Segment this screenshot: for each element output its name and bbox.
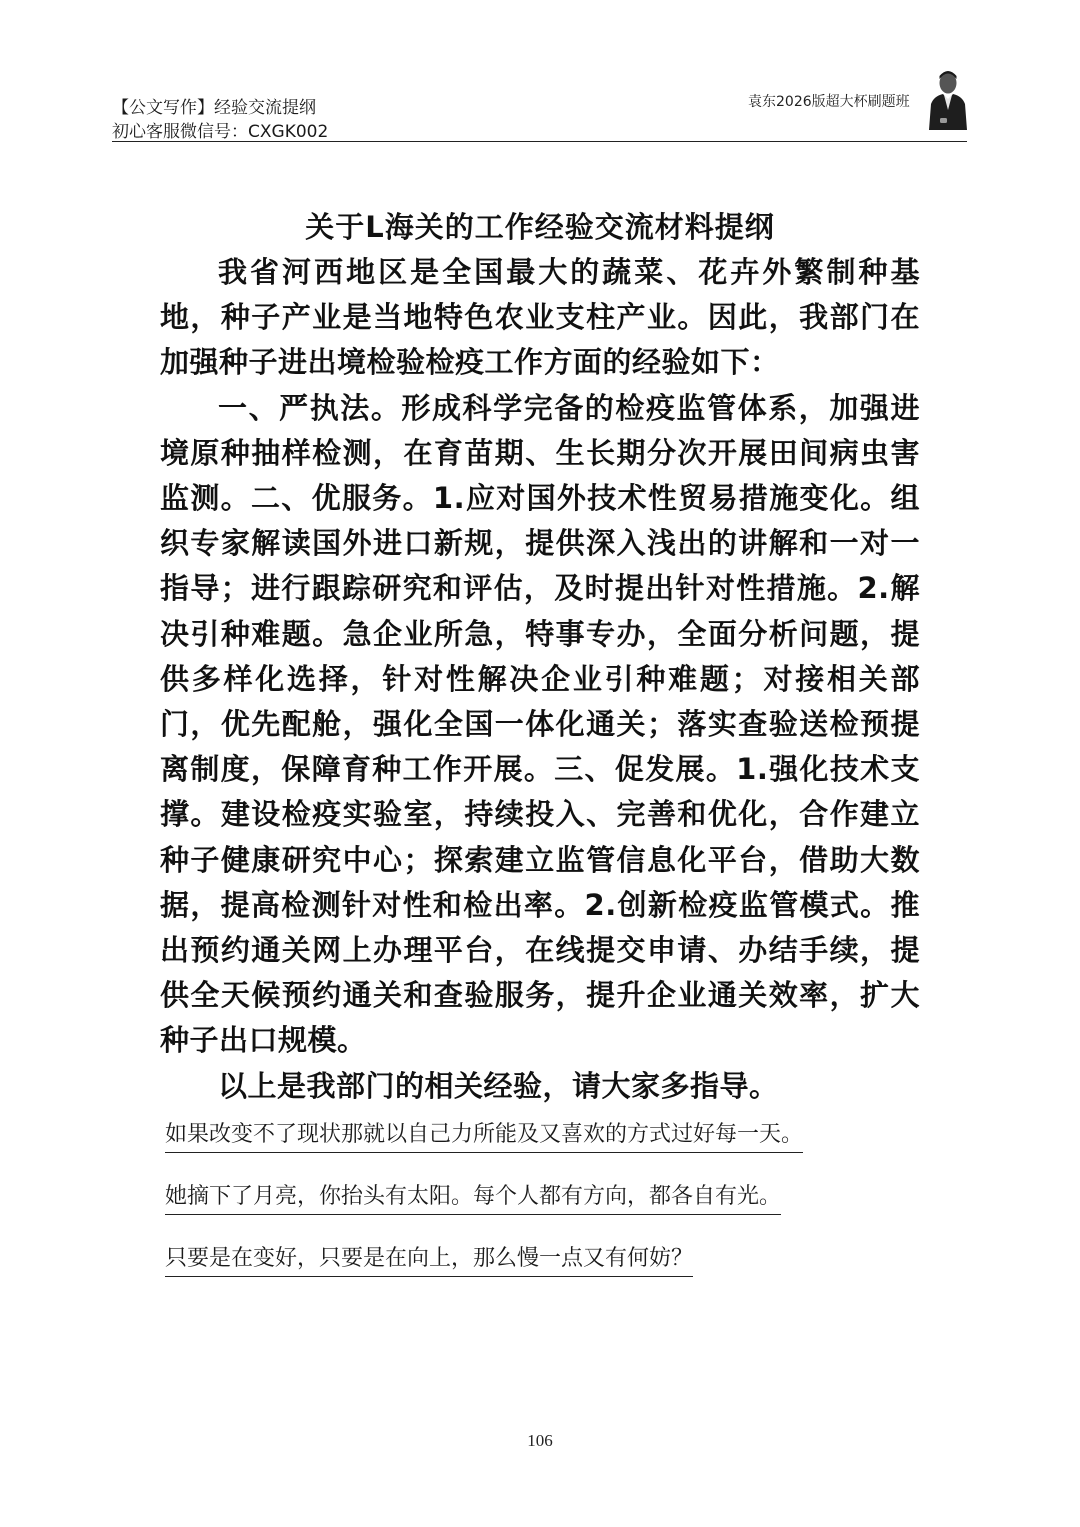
presenter-photo-icon — [926, 66, 970, 130]
header-divider — [112, 141, 967, 142]
document-title: 关于L海关的工作经验交流材料提纲 — [305, 210, 775, 244]
motivational-quotes — [165, 1120, 803, 1306]
header-service-wechat: 初心客服微信号：CXGK002 — [112, 122, 329, 142]
header-course-title: 【公文写作】经验交流提纲 — [112, 98, 316, 118]
quote-line: 只要是在变好，只要是在向上，那么慢一点又有何妨？ — [165, 1244, 693, 1277]
quote-line: 她摘下了月亮，你抬头有太阳。每个人都有方向，都各自有光。 — [165, 1182, 781, 1215]
document-body — [160, 250, 920, 1109]
page-number: 106 — [527, 1431, 553, 1450]
header-course-info — [112, 96, 328, 144]
experience-paragraph: 一、严执法。形成科学完备的检疫监管体系，加强进境原种抽样检测，在育苗期、生长期分次开展田间病虫害监测。二、优服务。1.应对国外技术性贸易措施变化。组织专家解读国外进口新规，提供深入浅出的讲解和一对一指导；进行跟踪研究和评估，及时提出针对性措施。2.解决引种难题。急企业所急，特事专办，全面分析问题，提供多样化选择，针对性解决企业引种难题；对接相关部门，优先配舱，强化全国一体化通关；落实查验送检预提离制度，保障育种工作开展。三、促发展。1.强化技术支撑。建设检疫实验室，持续投入、完善和优化，合作建立种子健康研究中心；探索建立监管信息化平台，借助大数据，提高检测针对性和检出率。2.创新检疫监管模式。推出预约通关网上办理平台，在线提交申请、办结手续，提供全天候预约通关和查验服务，提升企业通关效率，扩大种子出口规模。 — [160, 390, 920, 1058]
header-class-name: 袁东2026版超大杯刷题班 — [748, 94, 910, 110]
quote-line: 如果改变不了现状那就以自己力所能及又喜欢的方式过好每一天。 — [165, 1120, 803, 1153]
closing-paragraph: 以上是我部门的相关经验，请大家多指导。 — [218, 1068, 779, 1103]
intro-paragraph: 我省河西地区是全国最大的蔬菜、花卉外繁制种基地，种子产业是当地特色农业支柱产业。因此，我部门在加强种子进出境检验检疫工作方面的经验如下： — [160, 255, 920, 380]
